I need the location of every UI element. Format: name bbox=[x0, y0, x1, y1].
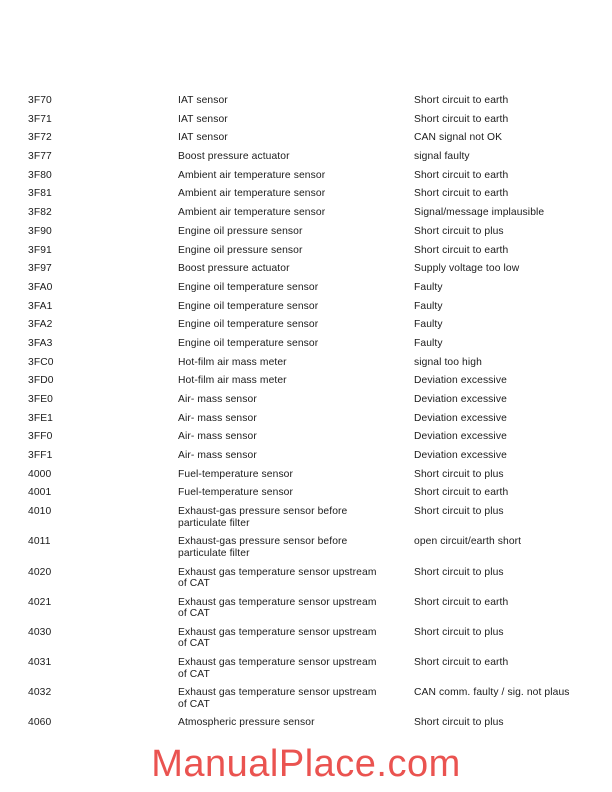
component-name: Air- mass sensor bbox=[178, 450, 257, 462]
table-row bbox=[0, 301, 612, 313]
component-name: Engine oil pressure sensor bbox=[178, 225, 303, 237]
component-name: Engine oil temperature sensor bbox=[178, 300, 319, 312]
component-name: Air- mass sensor bbox=[178, 431, 257, 443]
component-name: Fuel-temperature sensor bbox=[178, 468, 294, 480]
component-name: Air- mass sensor bbox=[178, 412, 257, 424]
table-row bbox=[0, 657, 612, 680]
component-name: Boost pressure actuator bbox=[178, 263, 290, 275]
component-name: Hot-film air mass meter bbox=[178, 356, 287, 368]
dtc-code: 3FC0 bbox=[28, 356, 54, 368]
table-row bbox=[0, 170, 612, 182]
table-row bbox=[0, 188, 612, 200]
dtc-code: 3F91 bbox=[28, 244, 52, 256]
dtc-code: 3FF1 bbox=[28, 450, 53, 462]
dtc-code: 3FF0 bbox=[28, 431, 53, 443]
fault-description: Supply voltage too low bbox=[414, 263, 520, 275]
component-name: Boost pressure actuator bbox=[178, 151, 290, 163]
fault-description: Deviation excessive bbox=[414, 394, 507, 405]
dtc-code: 4060 bbox=[28, 717, 52, 729]
component-name: IAT sensor bbox=[178, 113, 228, 125]
fault-description: Deviation excessive bbox=[414, 375, 507, 387]
table-row bbox=[0, 687, 612, 710]
fault-description: Short circuit to earth bbox=[414, 188, 509, 200]
component-name: Exhaust gas temperature sensor upstream of CAT bbox=[178, 596, 377, 620]
component-name: Fuel-temperature sensor bbox=[178, 487, 294, 499]
dtc-code: 3F80 bbox=[28, 169, 52, 181]
dtc-code: 4000 bbox=[28, 468, 52, 480]
fault-description: Short circuit to plus bbox=[414, 566, 504, 578]
component-name: Atmospheric pressure sensor bbox=[178, 717, 315, 729]
dtc-table bbox=[0, 95, 612, 736]
component-name: Exhaust gas temperature sensor upstream of CAT bbox=[178, 687, 377, 710]
component-name: Exhaust-gas pressure sensor before particulate filter bbox=[178, 536, 348, 559]
fault-description: Deviation excessive bbox=[414, 450, 507, 462]
component-name: Engine oil temperature sensor bbox=[178, 319, 319, 331]
fault-description: Faulty bbox=[414, 337, 443, 349]
dtc-code: 3F71 bbox=[28, 113, 52, 125]
component-name: Exhaust gas temperature sensor upstream of CAT bbox=[178, 566, 377, 589]
dtc-code: 3FA1 bbox=[28, 300, 53, 312]
fault-description: Short circuit to earth bbox=[414, 95, 509, 106]
component-name: IAT sensor bbox=[178, 132, 228, 144]
table-row bbox=[0, 245, 612, 257]
table-row bbox=[0, 375, 612, 387]
component-name: Exhaust gas temperature sensor upstream of CAT bbox=[178, 657, 377, 680]
dtc-code: 3F82 bbox=[28, 207, 52, 219]
fault-description: Faulty bbox=[414, 281, 443, 293]
fault-description: Short circuit to earth bbox=[414, 244, 509, 256]
dtc-code: 4001 bbox=[28, 487, 52, 499]
fault-description: Short circuit to plus bbox=[414, 468, 504, 480]
dtc-code: 3F77 bbox=[28, 151, 52, 163]
table-row bbox=[0, 567, 612, 590]
watermark-text[interactable]: ManualPlace.com bbox=[151, 743, 461, 785]
dtc-code: 3FA2 bbox=[28, 319, 53, 331]
fault-description: Faulty bbox=[414, 300, 443, 312]
dtc-code: 4020 bbox=[28, 566, 52, 578]
fault-description: Faulty bbox=[414, 319, 443, 331]
dtc-code: 3FA0 bbox=[28, 281, 53, 293]
dtc-code: 4021 bbox=[28, 596, 52, 608]
fault-description: Signal/message implausible bbox=[414, 207, 545, 219]
dtc-code: 4011 bbox=[28, 536, 51, 548]
fault-description: CAN comm. faulty / sig. not plaus bbox=[414, 687, 570, 699]
fault-description: Short circuit to plus bbox=[414, 225, 504, 237]
fault-description: signal faulty bbox=[414, 151, 470, 163]
component-name: Ambient air temperature sensor bbox=[178, 207, 326, 219]
fault-description: Short circuit to plus bbox=[414, 506, 504, 518]
component-name: Exhaust gas temperature sensor upstream of CAT bbox=[178, 626, 377, 650]
dtc-code: 3F72 bbox=[28, 132, 52, 144]
fault-description: Short circuit to plus bbox=[414, 626, 504, 638]
fault-description: Short circuit to earth bbox=[414, 169, 509, 181]
table-row bbox=[0, 95, 612, 107]
table-row bbox=[0, 263, 612, 275]
table-row bbox=[0, 207, 612, 219]
component-name: Ambient air temperature sensor bbox=[178, 169, 326, 181]
table-row bbox=[0, 357, 612, 369]
fault-description: Deviation excessive bbox=[414, 412, 507, 424]
component-name: Engine oil temperature sensor bbox=[178, 281, 319, 293]
fault-description: signal too high bbox=[414, 356, 482, 368]
table-row bbox=[0, 394, 612, 406]
table-row bbox=[0, 469, 612, 481]
dtc-code: 3F70 bbox=[28, 95, 52, 106]
table-row bbox=[0, 450, 612, 462]
table-row bbox=[0, 132, 612, 144]
table-row bbox=[0, 597, 612, 620]
dtc-code: 3FD0 bbox=[28, 375, 54, 387]
fault-description: Short circuit to plus bbox=[414, 717, 504, 729]
dtc-code: 3F81 bbox=[28, 188, 52, 200]
fault-description: Short circuit to earth bbox=[414, 657, 509, 669]
table-row bbox=[0, 319, 612, 331]
component-name: IAT sensor bbox=[178, 95, 228, 106]
dtc-code: 4031 bbox=[28, 657, 52, 669]
table-row bbox=[0, 413, 612, 425]
dtc-code: 3FE0 bbox=[28, 394, 54, 405]
dtc-code: 3F97 bbox=[28, 263, 52, 275]
fault-description: Short circuit to earth bbox=[414, 487, 509, 499]
table-row bbox=[0, 226, 612, 238]
dtc-code: 4030 bbox=[28, 626, 52, 638]
fault-description: Short circuit to earth bbox=[414, 113, 509, 125]
table-row bbox=[0, 717, 612, 729]
dtc-code: 3F90 bbox=[28, 225, 52, 237]
dtc-code: 4010 bbox=[28, 506, 52, 518]
table-row bbox=[0, 338, 612, 350]
component-name: Hot-film air mass meter bbox=[178, 375, 287, 387]
table-row bbox=[0, 627, 612, 650]
dtc-code: 3FA3 bbox=[28, 337, 53, 349]
table-row bbox=[0, 431, 612, 443]
component-name: Ambient air temperature sensor bbox=[178, 188, 326, 200]
component-name: Air- mass sensor bbox=[178, 394, 257, 405]
component-name: Engine oil pressure sensor bbox=[178, 244, 303, 256]
component-name: Exhaust-gas pressure sensor before particulate filter bbox=[178, 506, 348, 529]
table-row bbox=[0, 536, 612, 559]
dtc-code: 4032 bbox=[28, 687, 52, 699]
table-row bbox=[0, 282, 612, 294]
fault-description: Short circuit to earth bbox=[414, 596, 509, 608]
fault-description: Deviation excessive bbox=[414, 431, 507, 443]
table-row bbox=[0, 114, 612, 126]
fault-description: open circuit/earth short bbox=[414, 536, 522, 548]
table-row bbox=[0, 151, 612, 163]
component-name: Engine oil temperature sensor bbox=[178, 337, 319, 349]
table-row bbox=[0, 487, 612, 499]
table-row bbox=[0, 506, 612, 529]
fault-description: CAN signal not OK bbox=[414, 132, 503, 144]
dtc-code: 3FE1 bbox=[28, 412, 54, 424]
